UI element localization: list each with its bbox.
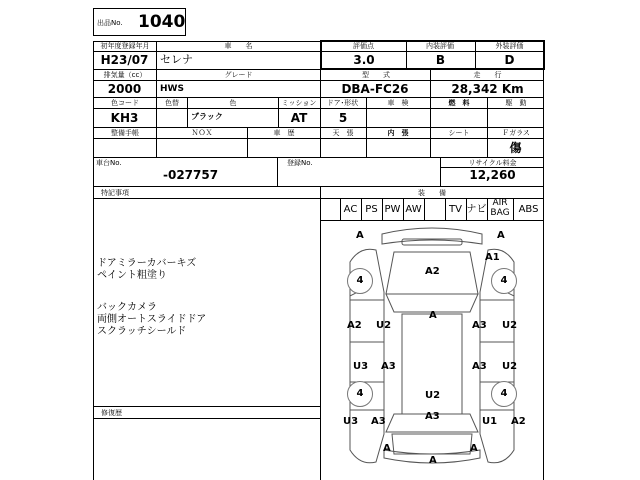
doors-value: 5 [338, 111, 348, 125]
mark-left-front-door: A2 [347, 320, 362, 331]
mark-front-left: A [356, 230, 364, 241]
interior-value: B [435, 53, 446, 67]
grade-label: グレード [224, 71, 253, 79]
mark-right-pillar: U2 [502, 320, 518, 331]
front-glass-value: 傷 [509, 141, 522, 155]
car-body-diagram [320, 222, 544, 480]
first-reg-value: H23/07 [100, 53, 149, 67]
equipment-label: 装 備 [418, 189, 446, 197]
lot-number-box [93, 8, 186, 36]
drive-label: 駆 動 [505, 99, 527, 107]
eq-ac: AC [343, 204, 358, 215]
recycle-fee-value: 12,260 [469, 168, 516, 182]
notes-label: 特記事項 [101, 189, 129, 197]
mark-right-fender: A1 [485, 252, 500, 263]
back-door-shape [392, 434, 472, 454]
wheel-left-rear: 4 [347, 381, 373, 407]
score-value: 3.0 [353, 53, 375, 67]
car-name-value: セレナ [160, 53, 193, 66]
mark-left-quarter-b: A3 [371, 416, 386, 427]
color-value: ブラック [191, 112, 223, 121]
wheel-right-rear: 4 [491, 381, 517, 407]
mileage-value: 28,342 Km [451, 82, 524, 96]
color-change-label: 色替 [165, 99, 179, 107]
eq-navi: ナビ [466, 204, 487, 215]
mark-rear-glass: U2 [425, 390, 441, 401]
mark-rear-bumper-right: A [470, 443, 478, 454]
eq-airbag: AIR BAG [490, 198, 510, 218]
service-book-label: 整備手帳 [111, 129, 139, 137]
mark-left-rear-a: U3 [353, 361, 369, 372]
shaken-label: 車 検 [387, 99, 409, 107]
chassis-no-value: -027757 [163, 168, 219, 182]
mark-rear-bumper-center: A [429, 455, 437, 466]
wheel-left-front: 4 [347, 268, 373, 294]
note-line: 両側オートスライドドア [97, 314, 207, 325]
first-reg-label: 初年度登録年月 [100, 42, 150, 50]
displacement-label: 排気量（cc） [103, 71, 147, 79]
note-line: スクラッチシールド [97, 326, 187, 337]
equipment-row [320, 198, 544, 221]
mileage-label: 走 行 [473, 71, 502, 79]
color-label: 色 [229, 99, 237, 107]
score-highlight-box [320, 40, 545, 70]
exterior-label: 外装評価 [495, 42, 524, 50]
eq-ps: PS [365, 204, 378, 215]
interior-label: 内装評価 [426, 42, 454, 50]
car-name-label: 車 名 [224, 42, 253, 50]
mark-left-pillar: U2 [376, 320, 392, 331]
color-code-label: 色コード [111, 99, 139, 107]
transmission-label: ミッション [281, 99, 317, 107]
front-bumper-shape [382, 228, 482, 244]
mark-right-quarter-b: A2 [511, 416, 526, 427]
model-code-value: DBA-FC26 [341, 82, 409, 96]
wheel-right-front: 4 [491, 268, 517, 294]
front-glass-label: Ｆガラス [502, 129, 530, 137]
nox-label: ＮＯＸ [191, 129, 213, 137]
repair-history-label: 修復歴 [101, 409, 122, 417]
mark-right-rear-a: A3 [472, 361, 487, 372]
displacement-value: 2000 [107, 82, 142, 96]
lot-number: 1040 [138, 12, 186, 32]
lot-number-label: 出品No. [97, 19, 123, 27]
mark-roof: A [429, 310, 437, 321]
interior-trim-label: 内 張 [387, 129, 409, 137]
eq-blank-1 [320, 198, 341, 221]
note-line: ドアミラーカバーキズ [97, 258, 197, 269]
seat-label: シート [448, 129, 470, 137]
mark-left-rear-b: A3 [381, 361, 396, 372]
recycle-fee-label: リサイクル料金 [468, 159, 517, 167]
exterior-value: D [504, 53, 515, 67]
mark-left-quarter: U3 [343, 416, 359, 427]
grade-value: HWS [160, 84, 184, 94]
mark-front-right: A [497, 230, 505, 241]
color-code-value: KH3 [110, 111, 139, 125]
eq-pw: PW [384, 204, 401, 215]
eq-aw: AW [405, 204, 422, 215]
eq-tv: TV [449, 204, 462, 215]
mark-hood: A2 [425, 266, 440, 277]
mark-rear-bumper-left: A [383, 443, 391, 454]
mark-back-door: A3 [425, 411, 440, 422]
headliner-label: 天 張 [332, 129, 354, 137]
mark-right-rear-b: U2 [502, 361, 518, 372]
note-line: ペイント粗塗り [97, 270, 167, 281]
score-label: 評価点 [353, 42, 374, 50]
model-code-label: 型 式 [362, 71, 390, 79]
chassis-no-label: 車台No. [96, 159, 122, 167]
reg-no-label: 登録No. [287, 159, 313, 167]
note-line: バックカメラ [97, 302, 157, 313]
doors-label: ドア･形状 [326, 99, 359, 107]
fuel-label: 燃 料 [448, 99, 470, 107]
history-label: 車 歴 [273, 129, 295, 137]
mark-right-quarter: U1 [482, 416, 498, 427]
eq-abs: ABS [518, 204, 539, 215]
mark-right-front-door: A3 [472, 320, 487, 331]
transmission-value: AT [290, 111, 308, 125]
